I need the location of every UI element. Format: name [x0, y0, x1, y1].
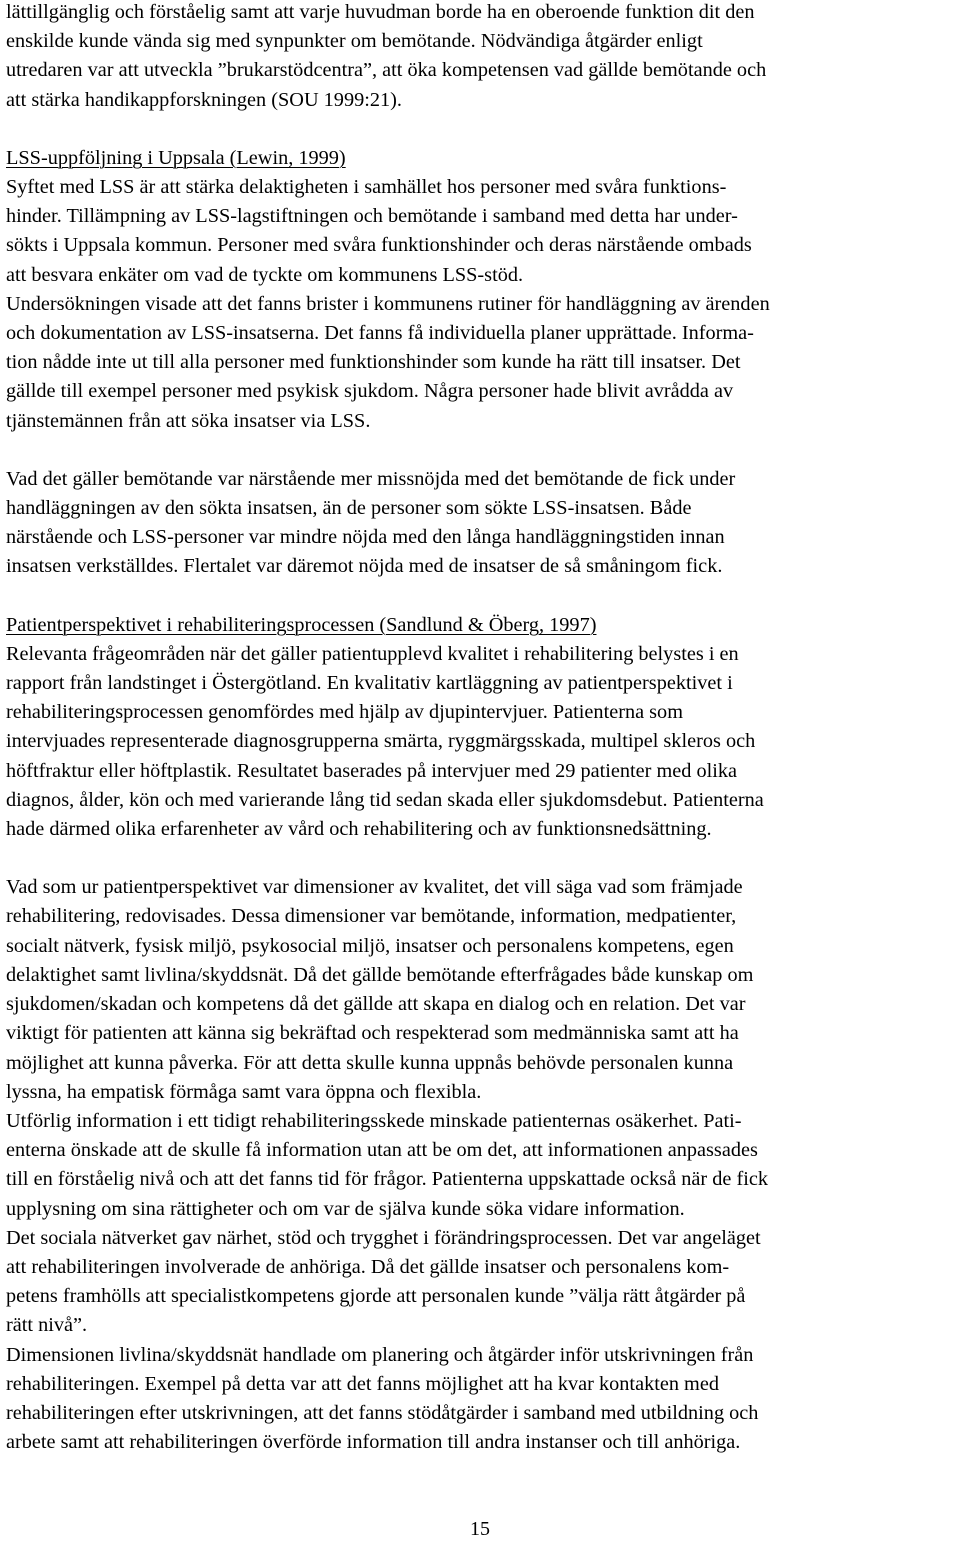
- text-line: höftfraktur eller höftplastik. Resultatet baserades på intervjuer med 29 patienter med olika: [6, 759, 737, 782]
- page-number: 15: [470, 1518, 490, 1540]
- text-line: närstående och LSS-personer var mindre nöjda med den långa handläggningstiden innan: [6, 526, 725, 549]
- text-line: rätt nivå”.: [6, 1314, 88, 1337]
- intro-paragraph: [6, 0, 958, 115]
- text-line: hinder. Tillämpning av LSS-lagstiftningen och bemötande i samband med detta har under-: [6, 205, 738, 228]
- text-line: lyssna, ha empatisk förmåga samt vara öppna och flexibla.: [6, 1080, 482, 1103]
- text-line: rehabilitering, redovisades. Dessa dimensioner var bemötande, information, medpatienter,: [6, 905, 737, 928]
- text-line: handläggningen av den sökta insatsen, än de personer som sökte LSS-insatsen. Både: [6, 497, 692, 520]
- text-line: att besvara enkäter om vad de tyckte om kommunens LSS-stöd.: [6, 263, 524, 286]
- text-line: utredaren var att utveckla ”brukarstödcentra”, att öka kompetensen vad gällde bemötande och: [6, 59, 767, 82]
- text-line: upplysning om sina rättigheter och om var de själva kunde söka vidare information.: [6, 1197, 685, 1220]
- patient-section: [6, 611, 958, 1458]
- text-line: intervjuades representerade diagnosgrupperna smärta, ryggmärgsskada, multipel skleros och: [6, 730, 756, 753]
- text-line: enterna önskade att de skulle få information utan att be om det, att informationen anpassades: [6, 1139, 758, 1162]
- text-line: tion nådde inte ut till alla personer med funktionshinder som kunde ha rätt till insatser. Det: [6, 351, 741, 374]
- text-line: tjänstemännen från att söka insatser via LSS.: [6, 409, 371, 432]
- text-line: Undersökningen visade att det fanns brister i kommunens rutiner för handläggning av ärenden: [6, 292, 770, 315]
- text-line: socialt nätverk, fysisk miljö, psykosocial miljö, insatser och personalens kompetens, egen: [6, 934, 734, 957]
- text-line: sökts i Uppsala kommun. Personer med svåra funktionshinder och deras närstående ombads: [6, 234, 752, 257]
- paragraph-gap: [6, 436, 958, 465]
- text-line: diagnos, ålder, kön och med varierande lång tid sedan skada eller sjukdomsdebut. Patienterna: [6, 788, 764, 811]
- text-line: sjukdomen/skadan och kompetens då det gällde att skapa en dialog och en relation. Det var: [6, 993, 746, 1016]
- lss-section: [6, 144, 958, 582]
- text-line: lättillgänglig och förståelig samt att varje huvudman borde ha en oberoende funktion dit den: [6, 1, 755, 23]
- text-line: rehabiliteringen. Exempel på detta var att det fanns möjlighet att ha kvar kontakten med: [6, 1372, 719, 1395]
- text-line: Dimensionen livlina/skyddsnät handlade om planering och åtgärder inför utskrivningen från: [6, 1343, 754, 1366]
- text-line: enskilde kunde vända sig med synpunkter om bemötande. Nödvändiga åtgärder enligt: [6, 30, 703, 53]
- text-line: Vad det gäller bemötande var närstående mer missnöjda med det bemötande de fick under: [6, 467, 736, 490]
- text-line: att stärka handikappforskningen (SOU 1999:21).: [6, 88, 402, 111]
- text-line: gällde till exempel personer med psykisk sjukdom. Några personer hade blivit avrådda av: [6, 380, 734, 403]
- paragraph-gap: [6, 115, 958, 144]
- text-line: till en förståelig nivå och att det fanns tid för frågor. Patienterna uppskattade också när de fick: [6, 1168, 768, 1191]
- text-line: Relevanta frågeområden när det gäller patientupplevd kvalitet i rehabilitering belystes i en: [6, 642, 739, 665]
- text-line: Vad som ur patientperspektivet var dimensioner av kvalitet, det vill säga vad som främjade: [6, 876, 743, 899]
- text-line: hade därmed olika erfarenheter av vård och rehabilitering och av funktionsnedsättning.: [6, 818, 712, 841]
- paragraph-gap: [6, 582, 958, 611]
- text-line: och dokumentation av LSS-insatserna. Det fanns få individuella planer upprättade. Informa-: [6, 322, 754, 345]
- text-line: att rehabiliteringen involverade de anhöriga. Då det gällde insatser och personalens kom-: [6, 1255, 730, 1278]
- text-line: arbete samt att rehabiliteringen överförde information till andra instanser och till anhöriga.: [6, 1431, 741, 1454]
- patient-section-heading: Patientperspektivet i rehabiliteringsprocessen (Sandlund & Öberg, 1997): [6, 613, 597, 636]
- text-line: rehabiliteringen efter utskrivningen, att det fanns stödåtgärder i samband med utbildning och: [6, 1401, 759, 1424]
- document-page: [6, 0, 958, 1457]
- paragraph-gap: [6, 844, 958, 873]
- text-line: viktigt för patienten att känna sig bekräftad och respekterad som medmänniska samt att ha: [6, 1022, 739, 1045]
- text-line: Det sociala nätverket gav närhet, stöd och trygghet i förändringsprocessen. Det var angeläget: [6, 1226, 761, 1249]
- text-line: Syftet med LSS är att stärka delaktigheten i samhället hos personer med svåra funktions-: [6, 176, 727, 199]
- text-line: rehabiliteringsprocessen genomfördes med hjälp av djupintervjuer. Patienterna som: [6, 701, 683, 724]
- text-line: rapport från landstinget i Östergötland. En kvalitativ kartläggning av patientperspektivet i: [6, 672, 733, 695]
- text-line: insatsen verkställdes. Flertalet var däremot nöjda med de insatser de så småningom fick.: [6, 555, 723, 578]
- text-line: möjlighet att kunna påverka. För att detta skulle kunna uppnås behövde personalen kunna: [6, 1051, 734, 1074]
- text-line: Utförlig information i ett tidigt rehabiliteringsskede minskade patienternas osäkerhet. Pati-: [6, 1109, 742, 1132]
- text-line: petens framhölls att specialistkompetens gjorde att personalen kunde ”välja rätt åtgärder på: [6, 1285, 746, 1308]
- text-line: delaktighet samt livlina/skyddsnät. Då det gällde bemötande efterfrågades både kunskap om: [6, 963, 754, 986]
- lss-section-heading: LSS-uppföljning i Uppsala (Lewin, 1999): [6, 146, 346, 169]
